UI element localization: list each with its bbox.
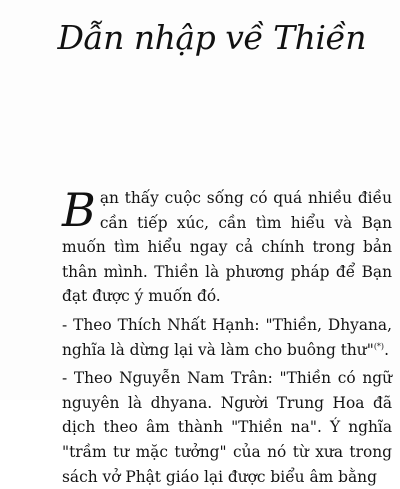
quote-nguyen-nam-tran [62,366,392,489]
quote-thich-nhat-hanh-text: - Theo Thích Nhất Hạnh: "Thiền, Dhyana, nghĩa là dừng lại và làm cho buông thư" [62,315,392,359]
quote-thich-nhat-hanh [62,313,392,362]
intro-paragraph [62,183,392,309]
chapter-title: Dẫn nhập về Thiền [57,18,366,57]
intro-paragraph-text: ạn thấy cuộc sống có quá nhiều điều cần tiếp xúc, cần tìm hiểu và Bạn muốn tìm hiểu ngay cả chính trong bản thân mình. Thiền là phương pháp để Bạn đạt được ý muốn đó. [62,189,392,306]
drop-cap: B [62,183,96,237]
footnote-marker: (*) [373,341,385,351]
quote-end-period: . [384,340,389,359]
quote-nguyen-nam-tran-text: - Theo Nguyễn Nam Trân: "Thiền có ngữ nguyên là dhyana. Người Trung Hoa đã dịch theo âm thành "Thiền na". Ý nghĩa "trầm tư mặc tưởng" của nó từ xưa trong sách vở Phật giáo lại được biểu âm bằng [62,369,392,486]
body-text [62,183,392,489]
